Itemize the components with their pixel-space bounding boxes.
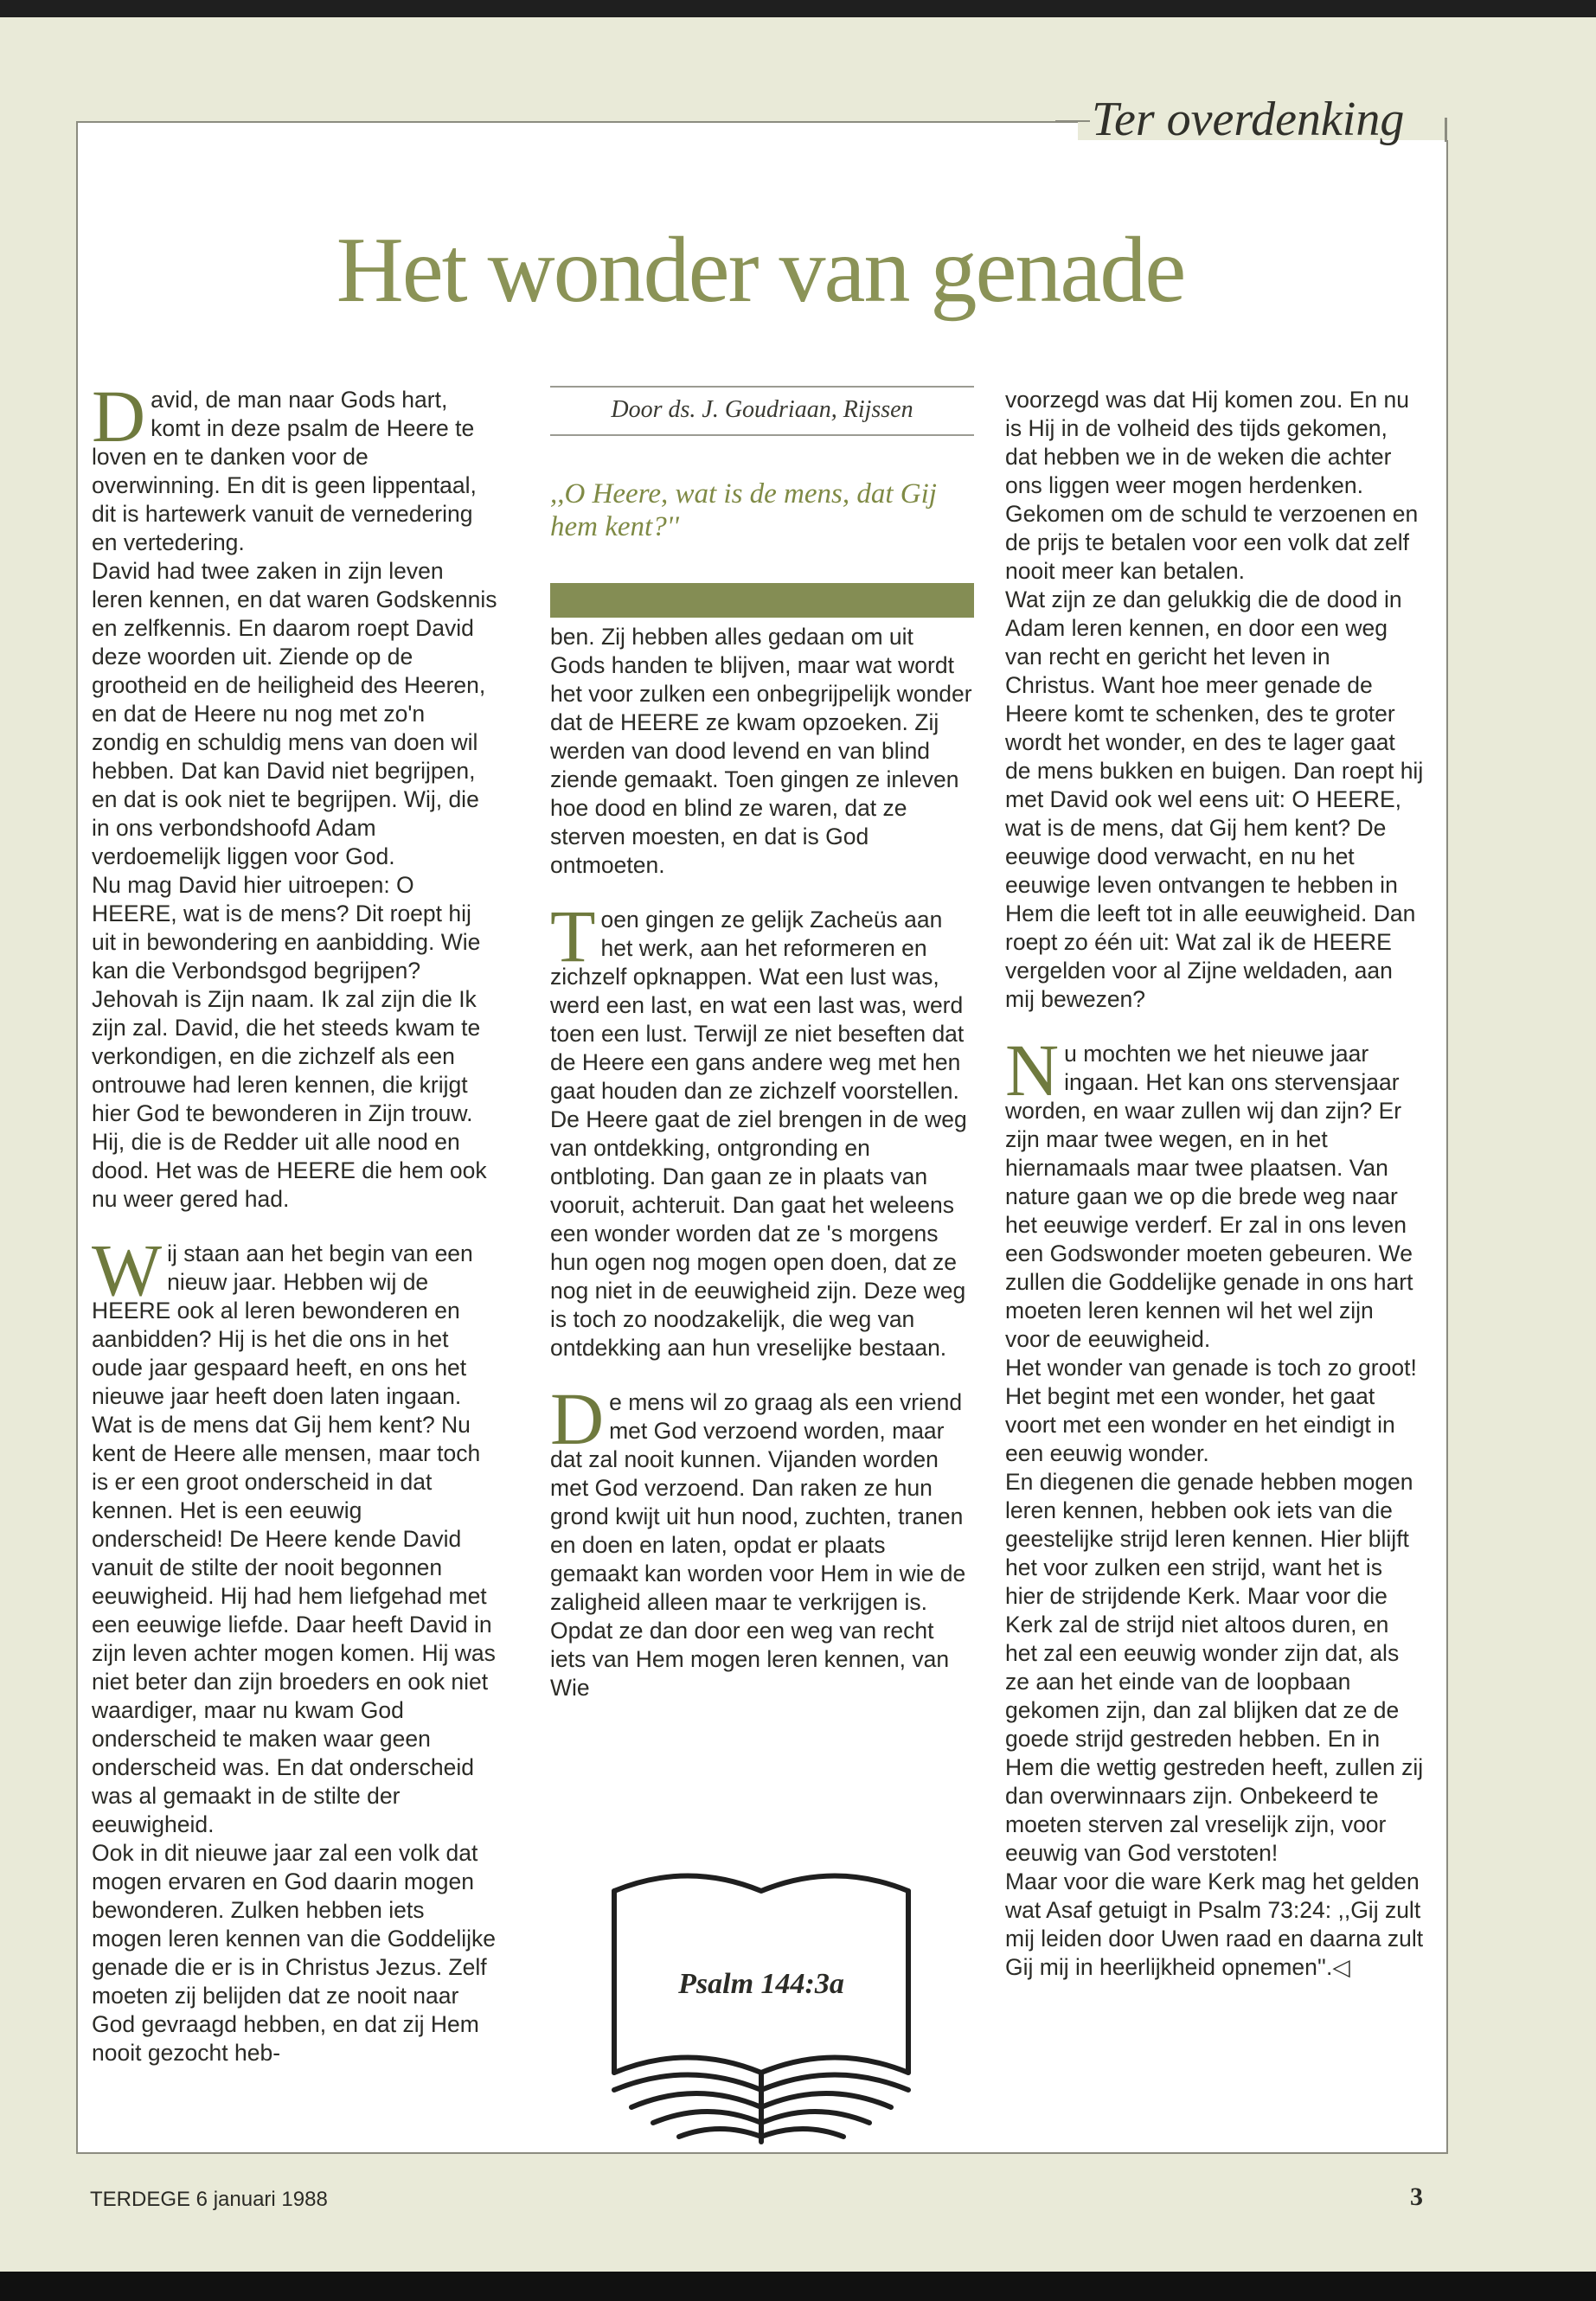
footer-publication: TERDEGE 6 januari 1988	[90, 2188, 328, 2211]
column-1	[92, 375, 498, 2067]
pull-quote: ,,O Heere, wat is de mens, dat Gij hem kent?''	[550, 478, 937, 542]
paragraph-1	[92, 375, 498, 1214]
drop-cap: T	[550, 894, 596, 977]
paragraph-4	[550, 894, 974, 1362]
paragraph-6	[1005, 386, 1424, 1014]
frame-rule	[1055, 120, 1090, 122]
column-2	[550, 623, 974, 1702]
paragraph-text: voorzegd was dat Hij komen zou. En nu is Hij in de volheid des tijds gekomen, dat hebben we in de weken die achter ons liggen weer mogen herdenken. Gekomen om de schuld te verzoenen en de prijs te betalen voor een volk dat zelf nooit meer kan betalen. Wat zijn ze dan gelukkig die de dood in Adam leren kennen, en door een weg van recht en gericht het leven in Christus. Want hoe meer genade de Heere komt te schenken, des te groter wordt het wonder, en des te lager gaat de mens bukken en buigen. Dan roept hij met David ook wel eens uit: O HEERE, wat is de mens, dat Gij hem kent? De eeuwige dood verwacht, en nu het eeuwige leven ontvangen te hebben in Hem die leeft tot in alle eeuwigheid. Dan roept zo één uit: Wat zal ik de HEERE vergelden voor al Zijne weldaden, aan mij bewezen?	[1005, 387, 1424, 1012]
paragraph-text: ben. Zij hebben alles gedaan om uit Gods handen te blijven, maar wat wordt het voor zulken een onbegrijpelijk wonder dat de HEERE ze kwam opzoeken. Zij werden van dood levend en van blind ziende gemaakt. Toen gingen ze inleven hoe dood en blind ze waren, dat ze sterven moesten, en dat is God ontmoeten.	[550, 624, 972, 878]
section-tag: Ter overdenking	[1092, 93, 1405, 146]
paragraph-text: e mens wil zo graag als een vriend met God verzoend worden, maar dat zal nooit kunnen. Vijanden worden met God verzoend. Dan raken ze hun grond kwijt uit hun nood, zuchten, tranen en doen en laten, opdat er plaats gemaakt kan worden voor Hem in wie de zaligheid alleen maar te verkrijgen is. Opdat ze dan door een weg van recht iets van Hem mogen leren kennen, van Wie	[550, 1389, 966, 1701]
paragraph-text: u mochten we het nieuwe jaar ingaan. Het kan ons stervensjaar worden, en waar zullen wij dan zijn? Er zijn maar twee wegen, en in het hiernamaals maar twee plaatsen. Van nature gaan we op die brede weg naar het eeuwige verderf. Er zal in ons leven een Godswonder moeten gebeuren. We zullen die Goddelijke genade in ons hart moeten leren kennen wil het wel zijn voor de eeuwigheid. Het wonder van genade is toch zo groot! Het begint met een wonder, het gaat voort met een wonder en het eindigt in een eeuwig wonder. En diegenen die genade hebben mogen leren kennen, hebben ook iets van die geestelijke strijd leren kennen. Hier blijft het voor zulken een strijd, want het is hier de strijdende Kerk. Maar voor die Kerk zal de strijd niet altoos duren, en het zal een eeuwig wonder zijn dat, als ze aan het einde van de loopbaan gekomen zijn, dan zal blijken dat ze de goede strijd gestreden hebben. En in Hem die wettig gestreden heeft, zullen zij dan overwinnaars zijn. Onbekeerd te moeten sterven zal vreselijk zijn, voor eeuwig van God verstoten! Maar voor die ware Kerk mag het gelden wat Asaf getuigt in Psalm 73:24: ,,Gij zult mij leiden door Uwen raad en daarna zult Gij mij in heerlijkheid opnemen''.◁	[1005, 1041, 1424, 1980]
paragraph-text: oen gingen ze gelijk Zacheüs aan het werk, aan het reformeren en zichzelf opknappen. Wat een lust was, werd een last, en wat een last was, werd toen een lust. Terwijl ze niet beseften dat de Heere een gans andere weg met hen gaat houden dan ze zichzelf voorstellen. De Heere gaat de ziel brengen in de weg van ontdekking, ontgronding en ontbloting. Dan gaan ze in plaats van vooruit, achteruit. Dan gaat het weleens een wonder worden dat ze 's morgens hun ogen nog mogen open doen, dat ze nog niet in de eeuwigheid zijn. Deze weg is toch zo noodzakelijk, die weg van ontdekking aan hun vreselijke bestaan.	[550, 907, 967, 1361]
column-3	[1005, 386, 1424, 1982]
byline-block	[550, 386, 974, 618]
paragraph-7	[1005, 1029, 1424, 1982]
accent-bar	[550, 583, 974, 618]
paragraph-3	[550, 623, 974, 880]
psalm-emblem	[606, 1856, 917, 2150]
frame-tick	[1445, 118, 1447, 142]
psalm-reference: Psalm 144:3a	[678, 1968, 844, 2000]
paragraph-text: ij staan aan het begin van een nieuw jaar. Hebben wij de HEERE ook al leren bewonderen en aanbidden? Hij is het die ons in het oude jaar gespaard heeft, en ons het nieuwe jaar heeft doen laten ingaan. Wat is de mens dat Gij hem kent? Nu kent de Heere alle mensen, maar toch is er een groot onderscheid in dat kennen. Het is een eeuwig onderscheid! De Heere kende David vanuit de stilte der nooit begonnen eeuwigheid. Hij had hem liefgehad met een eeuwige liefde. Daar heeft David in zijn leven achter mogen komen. Hij was niet beter dan zijn broeders en ook niet waardiger, maar nu kwam God onderscheid te maken waar geen onderscheid was. En dat onderscheid was al gemaakt in de stilte der eeuwigheid. Ook in dit nieuwe jaar zal een volk dat mogen ervaren en God daarin mogen bewonderen. Zulken hebben iets mogen leren kennen van die Goddelijke genade die er is in Christus Jezus. Zelf moeten zij belijden dat ze nooit naar God gevraagd hebben, en dat zij Hem nooit gezocht heb-	[92, 1240, 497, 2066]
drop-cap: N	[1005, 1029, 1060, 1112]
paragraph-2	[92, 1228, 498, 2067]
byline-rule-bottom	[550, 434, 974, 436]
article-title: Het wonder van genade	[336, 219, 1185, 322]
paragraph-5	[550, 1377, 974, 1702]
scan-bottom-edge	[0, 2272, 1596, 2301]
byline: Door ds. J. Goudriaan, Rijssen	[611, 396, 913, 423]
paragraph-text: avid, de man naar Gods hart, komt in deze psalm de Heere te loven en te danken voor de overwinning. En dit is geen lippentaal, dit is hartewerk vanuit de vernedering en vertedering. David had twee zaken in zijn leven leren kennen, en dat waren Godskennis en zelfkennis. En daarom roept David deze woorden uit. Ziende op de grootheid en de heiligheid des Heeren, en dat de Heere nu nog met zo'n zondig en schuldig mens van doen wil hebben. Dat kan David niet begrijpen, en dat is ook niet te begrijpen. Wij, die in ons verbondshoofd Adam verdoemelijk liggen voor God. Nu mag David hier uitroepen: O HEERE, wat is de mens? Dit roept hij uit in bewondering en aanbidding. Wie kan die Verbondsgod begrijpen? Jehovah is Zijn naam. Ik zal zijn die Ik zijn zal. David, die het steeds kwam te verkondigen, en die zichzelf als een ontrouwe had leren kennen, die krijgt hier God te bewonderen in Zijn trouw. Hij, die is de Redder uit alle nood en dood. Het was de HEERE die hem ook nu weer gered had.	[92, 387, 497, 1212]
page-number: 3	[1410, 2182, 1423, 2211]
drop-cap: W	[92, 1228, 163, 1311]
drop-cap: D	[550, 1377, 605, 1460]
scan-top-edge	[0, 0, 1596, 17]
drop-cap: D	[92, 375, 146, 458]
